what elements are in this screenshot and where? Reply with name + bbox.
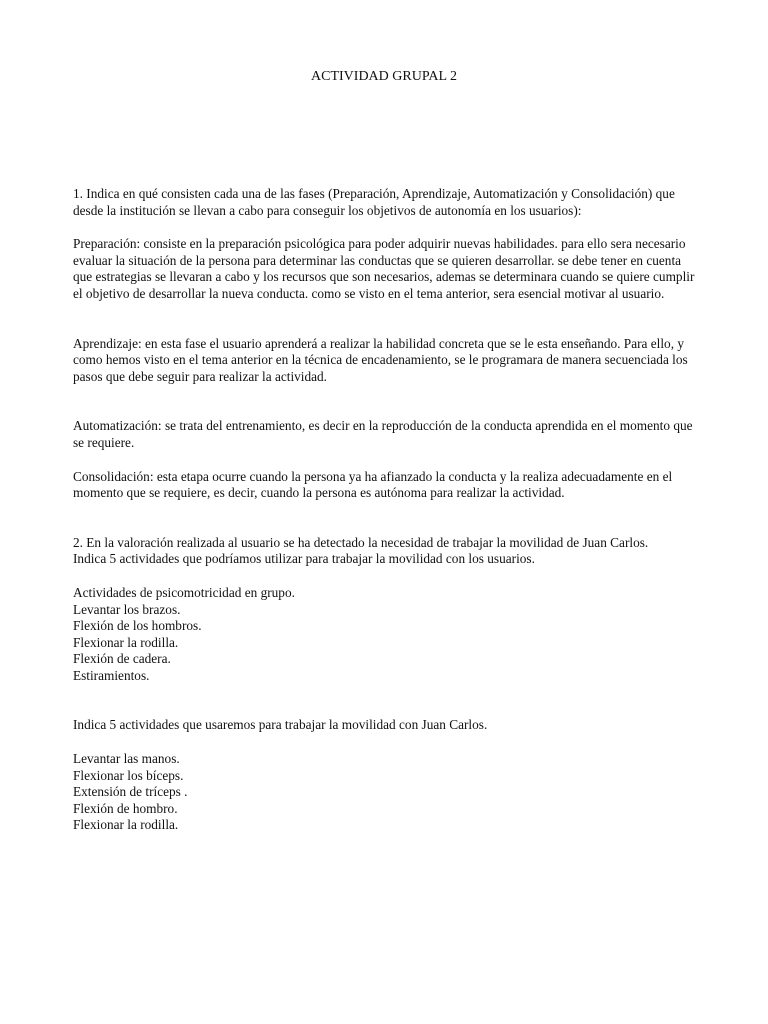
list-item: Flexión de cadera. [73,651,171,667]
list-item: Extensión de tríceps . [73,784,188,800]
phase-consolidacion: Consolidación: esta etapa ocurre cuando la persona ya ha afianzado la conducta y la realiza adecuadamente en el momento que se requiere, es decir, cuando la persona es autónoma para realizar la actividad. [73,468,673,501]
list-item: Flexionar la rodilla. [73,817,179,833]
users-activity-list [73,585,703,685]
list-item: Flexionar los bíceps. [73,767,184,783]
list-item: Flexión de los hombros. [73,618,202,634]
prompt-juan: Indica 5 actividades que usaremos para trabajar la movilidad con Juan Carlos. [73,717,488,733]
list-item: Levantar los brazos. [73,601,181,617]
question-1: 1. Indica en qué consisten cada una de las fases (Preparación, Aprendizaje, Automatización y Consolidación) que desde la institución se llevan a cabo para conseguir los objetivos de autonomía en los usuarios): [73,186,675,218]
phase-automatizacion: Automatización: se trata del entrenamiento, es decir en la reproducción de la conducta aprendida en el momento que se requiere. [73,418,693,450]
list-item: Levantar las manos. [73,751,180,767]
question-2: 2. En la valoración realizada al usuario se ha detectado la necesidad de trabajar la movilidad de Juan Carlos. [73,534,649,550]
list-item: Flexionar la rodilla. [73,634,179,650]
list-item: Flexión de hombro. [73,800,178,816]
phase-preparacion: Preparación: consiste en la preparación psicológica para poder adquirir nuevas habilidades. para ello sera necesario evaluar la situación de la persona para determinar las conductas que se quieren desarrollar. se debe tener en cuenta que estrategias se llevaran a cabo y los recursos que son necesarios, ademas se determinara cuando se quiere cumplir el objetivo de desarrollar la nueva conducta. como se visto en el tema anterior, sera esencial motivar al usuario. [73,236,695,301]
prompt-users: Indica 5 actividades que podríamos utilizar para trabajar la movilidad con los usuarios. [73,551,535,567]
phase-aprendizaje: Aprendizaje: en esta fase el usuario aprenderá a realizar la habilidad concreta que se le esta enseñando. Para ello, y como hemos visto en el tema anterior en la técnica de encadenamiento, se le programara de manera secuenciada los pasos que debe seguir para realizar la actividad. [73,335,688,384]
juan-activity-list [73,751,703,834]
document-title: ACTIVIDAD GRUPAL 2 [311,69,457,84]
document-body [73,186,703,834]
list-item: Estiramientos. [73,667,150,683]
list-item: Actividades de psicomotricidad en grupo. [73,584,295,600]
